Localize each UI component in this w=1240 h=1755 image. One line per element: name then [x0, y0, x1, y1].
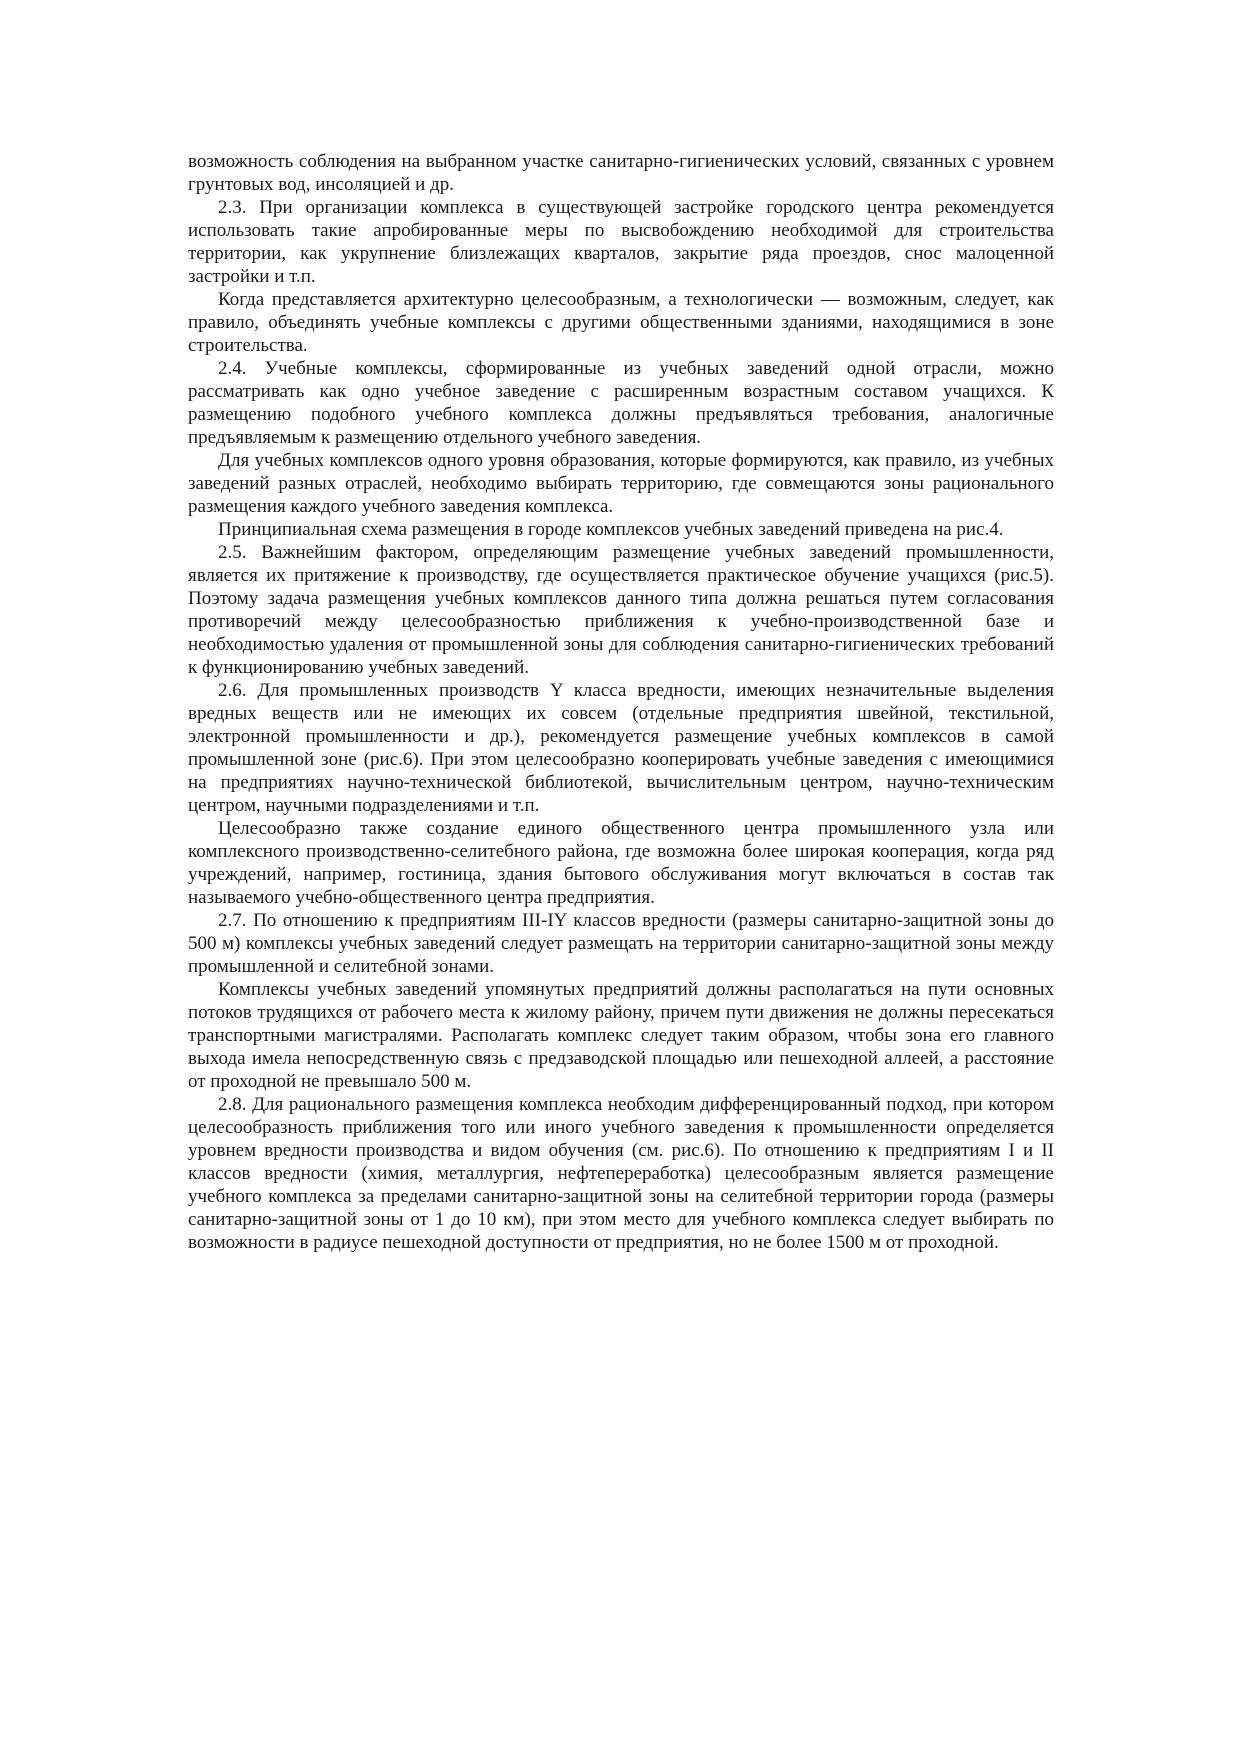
paragraph-2-7: 2.7. По отношению к предприятиям III-IY классов вредности (размеры санитарно-защитной зоны до 500 м) комплексы учебных заведений следует размещать на территории санитарно-защитной зоны между промышленной и селитебной зонами.	[188, 910, 1054, 977]
paragraph-2-3-note: Когда представляется архитектурно целесообразным, а технологически — возможным, следует, как правило, объединять учебные комплексы с другими общественными зданиями, находящимися в зоне строительства.	[188, 289, 1054, 356]
paragraph-2-4-scheme: Принципиальная схема размещения в городе комплексов учебных заведений приведена на рис.4.	[218, 519, 1004, 540]
paragraph-2-5: 2.5. Важнейшим фактором, определяющим размещение учебных заведений промышленности, является их притяжение к производству, где осуществляется практическое обучение учащихся (рис.5). Поэтому задача размещения учебных комплексов данного типа должна решаться путем согласования противоречий между целесообразностью приближения к учебно-производственной базе и необходимостью удаления от промышленной зоны для соблюдения санитарно-гигиенических требований к функционированию учебных заведений.	[188, 542, 1054, 678]
paragraph-2-4: 2.4. Учебные комплексы, сформированные из учебных заведений одной отрасли, можно рассматривать как одно учебное заведение с расширенным возрастным составом учащихся. К размещению подобного учебного комплекса должны предъявляться требования, аналогичные предъявляемым к размещению отдельного учебного заведения.	[188, 358, 1054, 448]
paragraph-2-7-complexes: Комплексы учебных заведений упомянутых предприятий должны располагаться на пути основных потоков трудящихся от рабочего места к жилому району, причем пути движения не должны пересекаться транспортными магистралями. Располагать комплекс следует таким образом, чтобы зона его главного выхода имела непосредственную связь с предзаводской площадью или пешеходной аллеей, а расстояние от проходной не превышало 500 м.	[188, 979, 1054, 1092]
paragraph-continuation: возможность соблюдения на выбранном участке санитарно-гигиенических условий, связанных с уровнем грунтовых вод, инсоляцией и др.	[188, 151, 1054, 195]
paragraph-2-8: 2.8. Для рационального размещения комплекса необходим дифференцированный подход, при котором целесообразность приближения того или иного учебного заведения к промышленности определяется уровнем вредности производства и видом обучения (см. рис.6). По отношению к предприятиям I и II классов вредности (химия, металлургия, нефтепереработка) целесообразным является размещение учебного комплекса за пределами санитарно-защитной зоны на селитебной территории города (размеры санитарно-защитной зоны от 1 до 10 км), при этом место для учебного комплекса следует выбирать по возможности в радиусе пешеходной доступности от предприятия, но не более 1500 м от проходной.	[188, 1094, 1054, 1253]
paragraph-2-6: 2.6. Для промышленных производств Y класса вредности, имеющих незначительные выделения вредных веществ или не имеющих их совсем (отдельные предприятия швейной, текстильной, электронной промышленности и др.), рекомендуется размещение учебных комплексов в самой промышленной зоне (рис.6). При этом целесообразно кооперировать учебные заведения с имеющимися на предприятиях научно-технической библиотекой, вычислительным центром, научно-техническим центром, научными подразделениями и т.п.	[188, 680, 1054, 816]
document-page	[188, 150, 1054, 1254]
paragraph-2-4-levels: Для учебных комплексов одного уровня образования, которые формируются, как правило, из учебных заведений разных отраслей, необходимо выбирать территорию, где совмещаются зоны рационального размещения каждого учебного заведения комплекса.	[188, 450, 1054, 517]
paragraph-2-6-center: Целесообразно также создание единого общественного центра промышленного узла или комплексного производственно-селитебного района, где возможна более широкая кооперация, когда ряд учреждений, например, гостиница, здания бытового обслуживания могут включаться в состав так называемого учебно-общественного центра предприятия.	[188, 818, 1054, 908]
paragraph-2-3: 2.3. При организации комплекса в существующей застройке городского центра рекомендуется использовать такие апробированные меры по высвобождению необходимой для строительства территории, как укрупнение близлежащих кварталов, закрытие ряда проездов, снос малоценной застройки и т.п.	[188, 197, 1054, 287]
